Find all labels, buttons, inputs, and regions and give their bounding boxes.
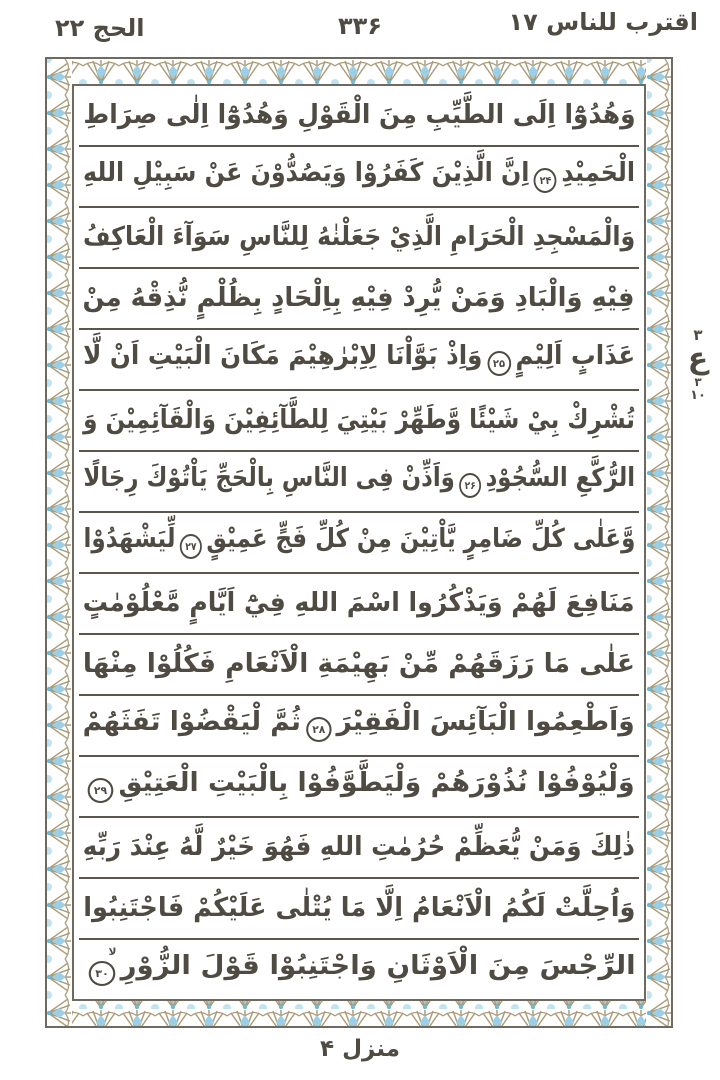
quran-text: مَنَافِعَ لَهُمْ وَيَذْكُرُوا اسْمَ اللهِ فِيْٓ اَيَّامٍ مَّعْلُوْمٰتٍ — [83, 587, 635, 618]
ayah-marker: ۳۰ لا — [88, 961, 115, 986]
quran-line — [79, 208, 639, 269]
quran-text: اِنَّ الَّذِيْنَ كَفَرُوْا وَيَصُدُّوْنَ عَنْ سَبِيْلِ اللهِ — [82, 157, 530, 188]
quran-line — [79, 879, 639, 940]
quran-text: وَاَطْعِمُوا الْبَآئِسَ الْفَقِيْرَ — [336, 706, 635, 737]
quran-line — [79, 86, 639, 147]
quran-text: الرُّكَّعِ السُّجُوْدِ — [485, 462, 635, 493]
quran-text: لِّيَشْهَدُوْا — [83, 523, 176, 554]
quran-text: عَلٰى مَا رَزَقَهُمْ مِّنْ بَهِيْمَةِ الْاَنْعَامِ فَكُلُوْا مِنْهَا — [82, 648, 636, 679]
quran-line — [79, 269, 639, 330]
quran-line — [79, 513, 639, 574]
quran-text: وَلْيُوْفُوْا نُذُوْرَهُمْ وَلْيَطَّوَّفُوْا بِالْبَيْتِ الْعَتِيْقِ — [118, 767, 636, 798]
ayah-marker: ۲۹ — [88, 778, 114, 803]
quran-line — [79, 757, 639, 818]
page-number: ۳۳۶ — [338, 12, 382, 40]
quran-text: ثُمَّ لْيَقْضُوْا تَفَثَهُمْ — [83, 706, 302, 737]
page-header — [0, 6, 720, 50]
ayah-marker: ۲۵ — [487, 351, 511, 376]
quran-line — [79, 391, 639, 452]
quran-line — [79, 696, 639, 757]
ruku-ayat-count: ۳ — [694, 375, 702, 389]
quran-text: الْحَمِيْدِ — [561, 157, 636, 188]
quran-text: وَالْمَسْجِدِ الْحَرَامِ الَّذِيْ جَعَلْنٰهُ لِلنَّاسِ سَوَآءَ الْعَاكِفُ — [82, 221, 636, 252]
quran-text: عَذَابٍ اَلِيْمٍ — [515, 340, 636, 371]
ornamental-frame — [45, 57, 673, 1028]
quran-line — [79, 635, 639, 696]
quran-line — [79, 452, 639, 513]
quran-text: وَاَذِّنْ فِى النَّاسِ بِالْحَجِّ يَاْتُوْكَ رِجَالًا — [83, 462, 455, 493]
page-footer — [0, 1036, 720, 1062]
ruku-ain-symbol: ع — [687, 341, 709, 376]
quran-line — [79, 574, 639, 635]
quran-text: الرِّجْسَ مِنَ الْاَوْثَانِ وَاجْتَنِبُوْا قَوْلَ الزُّوْرِ — [120, 950, 636, 981]
quran-text: وَاُحِلَّتْ لَكُمُ الْاَنْعَامُ اِلَّا مَا يُتْلٰى عَلَيْكُمْ فَاجْتَنِبُوا — [82, 892, 636, 923]
ayah-marker: ۲۶ — [459, 473, 481, 498]
quran-text: وَاِذْ بَوَّاْنَا لِاِبْرٰهِيْمَ مَكَانَ الْبَيْتِ اَنْ لَّا — [82, 340, 483, 371]
quran-line — [79, 818, 639, 879]
quran-text: ذٰلِكَ وَمَنْ يُّعَظِّمْ حُرُمٰتِ اللهِ فَهُوَ خَيْرٌ لَّهُ عِنْدَ رَبِّهِ — [82, 831, 636, 862]
quran-text: وَهُدُوْٓا اِلَى الطَّيِّبِ مِنَ الْقَوْلِ وَهُدُوْٓا اِلٰى صِرَاطِ — [82, 99, 636, 130]
quran-text: فِيْهِ وَالْبَادِ وَمَنْ يُّرِدْ فِيْهِ بِاِلْحَادٍ بِظُلْمٍ نُّذِقْهُ مِنْ — [82, 282, 635, 313]
ruku-number-in-surah: ۳ — [693, 326, 703, 344]
quran-line — [79, 330, 639, 391]
quran-text: وَّعَلٰى كُلِّ ضَامِرٍ يَّاْتِيْنَ مِنْ كُلِّ فَجٍّ عَمِيْقٍ — [205, 523, 635, 554]
ayah-marker: ۲۴ — [534, 168, 557, 193]
quran-line — [79, 147, 639, 208]
text-panel — [72, 84, 646, 1001]
ruku-number-in-juz: ۱۰ — [690, 388, 706, 403]
quran-lines — [74, 86, 644, 999]
waqf-sign: لا — [107, 947, 116, 959]
surah-label: الحج ۲۲ — [55, 14, 145, 42]
ruku-marker — [682, 328, 714, 405]
ayah-marker: ۲۸ — [306, 717, 331, 742]
juz-label: اقترب للناس ۱۷ — [508, 8, 698, 36]
quran-text: تُشْرِكْ بِيْ شَيْئًا وَّطَهِّرْ بَيْتِيَ لِلطَّآئِفِيْنَ وَالْقَآئِمِيْنَ وَ — [83, 404, 635, 435]
quran-line — [79, 940, 639, 999]
manzil-label: منزل ۴ — [320, 1036, 400, 1062]
ayah-marker: ۲۷ — [179, 534, 201, 559]
